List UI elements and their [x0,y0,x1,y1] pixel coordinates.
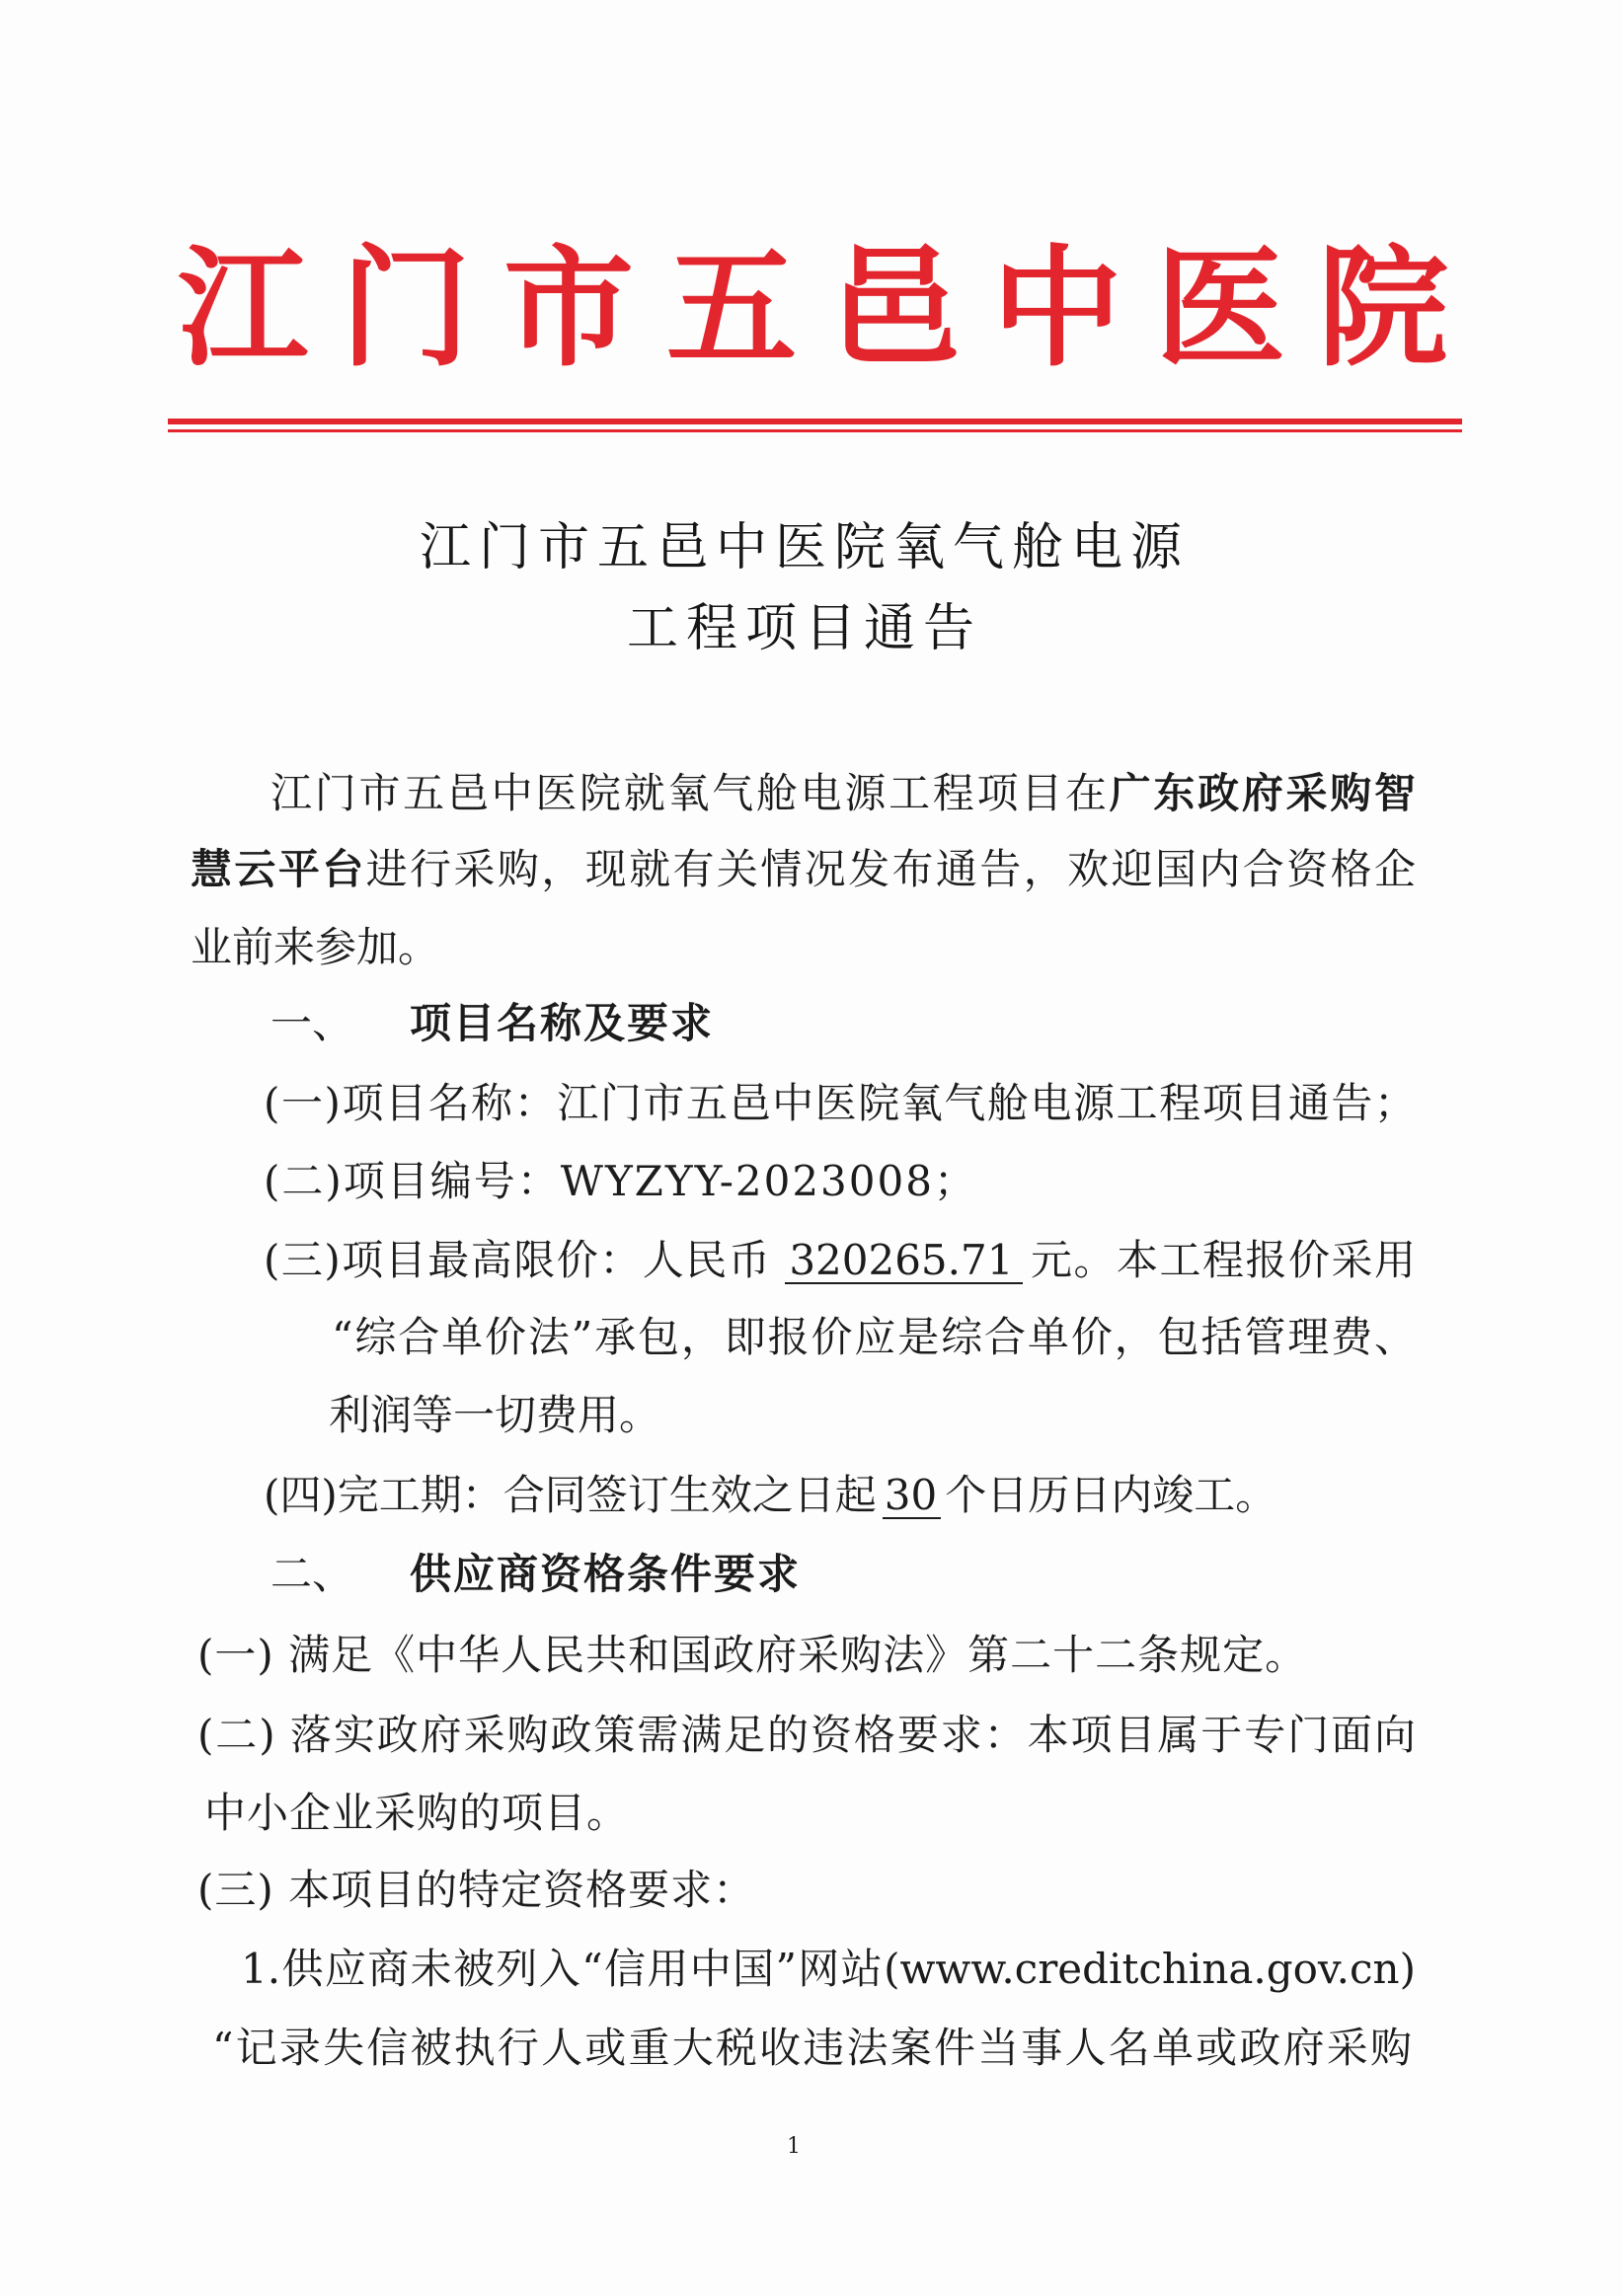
section-number: 一、 [270,999,354,1047]
duration-text: 个日历日内竣工。 [945,1471,1277,1519]
organization-letterhead: 江门市五邑中医院 [178,232,1481,385]
max-price-value: 320265.71 [785,1239,1023,1284]
project-code-item: (二)项目编号：WYZYY-2023008； [264,1157,977,1205]
specific-requirement-continuation: “记录失信被执行人或重大税收违法案件当事人名单或政府采购 [212,2024,1412,2072]
duration-days-value: 30 [883,1474,941,1519]
section-number: 二、 [270,1550,354,1598]
section-heading [270,1543,1159,1606]
duration-item [264,1464,1276,1527]
notice-title-line-1: 江门市五邑中医院氧气舱电源 [419,518,1190,577]
max-price-continuation: 利润等一切费用。 [329,1391,661,1439]
letterhead-rule-thin [168,429,1462,432]
platform-name-emphasis: 慧云平台 [191,845,366,893]
intro-text: 进行采购，现就有关情况发布通告，欢迎国内合资格企 [365,845,1416,893]
specific-requirement-item: 1.供应商未被列入“信用中国”网站(www.creditchina.gov.cn) [241,1945,1416,1993]
max-price-continuation: “综合单价法”承包，即报价应是综合单价，包括管理费、 [332,1313,1416,1361]
duration-label: (四)完工期：合同签订生效之日起 [264,1471,877,1519]
section-title: 项目名称及要求 [410,999,715,1047]
letterhead-rule-thick [168,419,1462,424]
intro-line-3: 业前来参加。 [191,923,440,971]
max-price-label: (三)项目最高限价：人民币 [264,1236,772,1284]
max-price-text: 元。本工程报价采用 [1029,1236,1416,1284]
project-name-item: (一)项目名称：江门市五邑中医院氧气舱电源工程项目通告； [264,1079,1416,1127]
platform-name-emphasis: 广东政府采购智 [1109,769,1416,817]
max-price-item [264,1229,1416,1292]
qualification-item: (三) 本项目的特定资格要求： [197,1866,756,1914]
section-title: 供应商资格条件要求 [410,1550,802,1598]
qualification-item-continuation: 中小企业采购的项目。 [204,1789,630,1837]
section-heading [270,992,1159,1055]
intro-line-2 [191,838,1416,901]
intro-line-1 [270,762,1416,825]
intro-text: 江门市五邑中医院就氧气舱电源工程项目在 [270,769,1110,817]
page-number: 1 [787,2134,801,2159]
qualification-item: (一) 满足《中华人民共和国政府采购法》第二十二条规定。 [197,1631,1308,1679]
notice-title-line-2: 工程项目通告 [626,599,982,658]
qualification-item: (二) 落实政府采购政策需满足的资格要求：本项目属于专门面向 [197,1711,1416,1759]
